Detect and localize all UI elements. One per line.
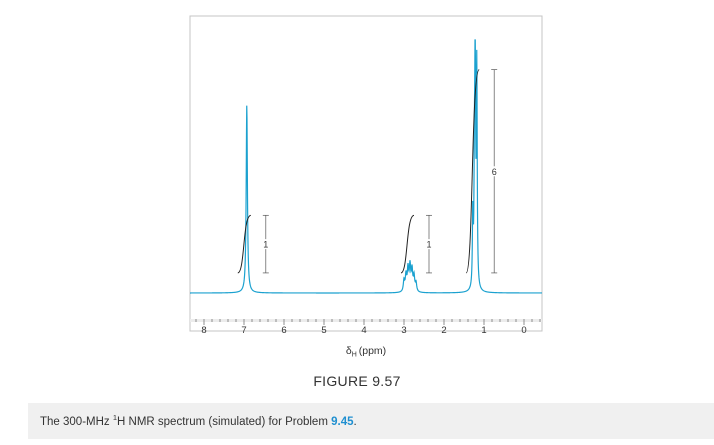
x-axis-strip — [190, 319, 542, 322]
caption-middle: H NMR spectrum (simulated) for Problem — [117, 415, 332, 428]
x-tick-label: 8 — [201, 325, 207, 336]
x-axis-label: $\delta_H$ (ppm) — [345, 345, 387, 359]
x-tick-label: 2 — [441, 325, 447, 336]
x-tick-label: 5 — [321, 325, 327, 336]
x-tick-label: 0 — [521, 325, 527, 336]
caption-superscript: 1 — [112, 413, 118, 422]
x-tick-label: 6 — [281, 325, 287, 336]
problem-reference-link[interactable]: 9.45 — [331, 415, 354, 428]
caption-box — [28, 403, 714, 439]
x-tick-label: 3 — [401, 325, 407, 336]
figure-caption — [40, 413, 357, 428]
integral-value-label: 6 — [491, 166, 497, 177]
x-tick-label: 4 — [361, 325, 367, 336]
x-tick-label: 1 — [481, 325, 487, 336]
integral-value-label: 1 — [263, 239, 269, 250]
x-tick-label: 7 — [241, 325, 247, 336]
caption-prefix: The 300-MHz — [40, 415, 113, 428]
integral-value-label: 1 — [426, 239, 432, 250]
caption-suffix: . — [353, 415, 357, 428]
integral-curves — [238, 70, 498, 273]
plot-frame — [190, 16, 542, 331]
figure-label: FIGURE 9.57 — [313, 373, 401, 389]
